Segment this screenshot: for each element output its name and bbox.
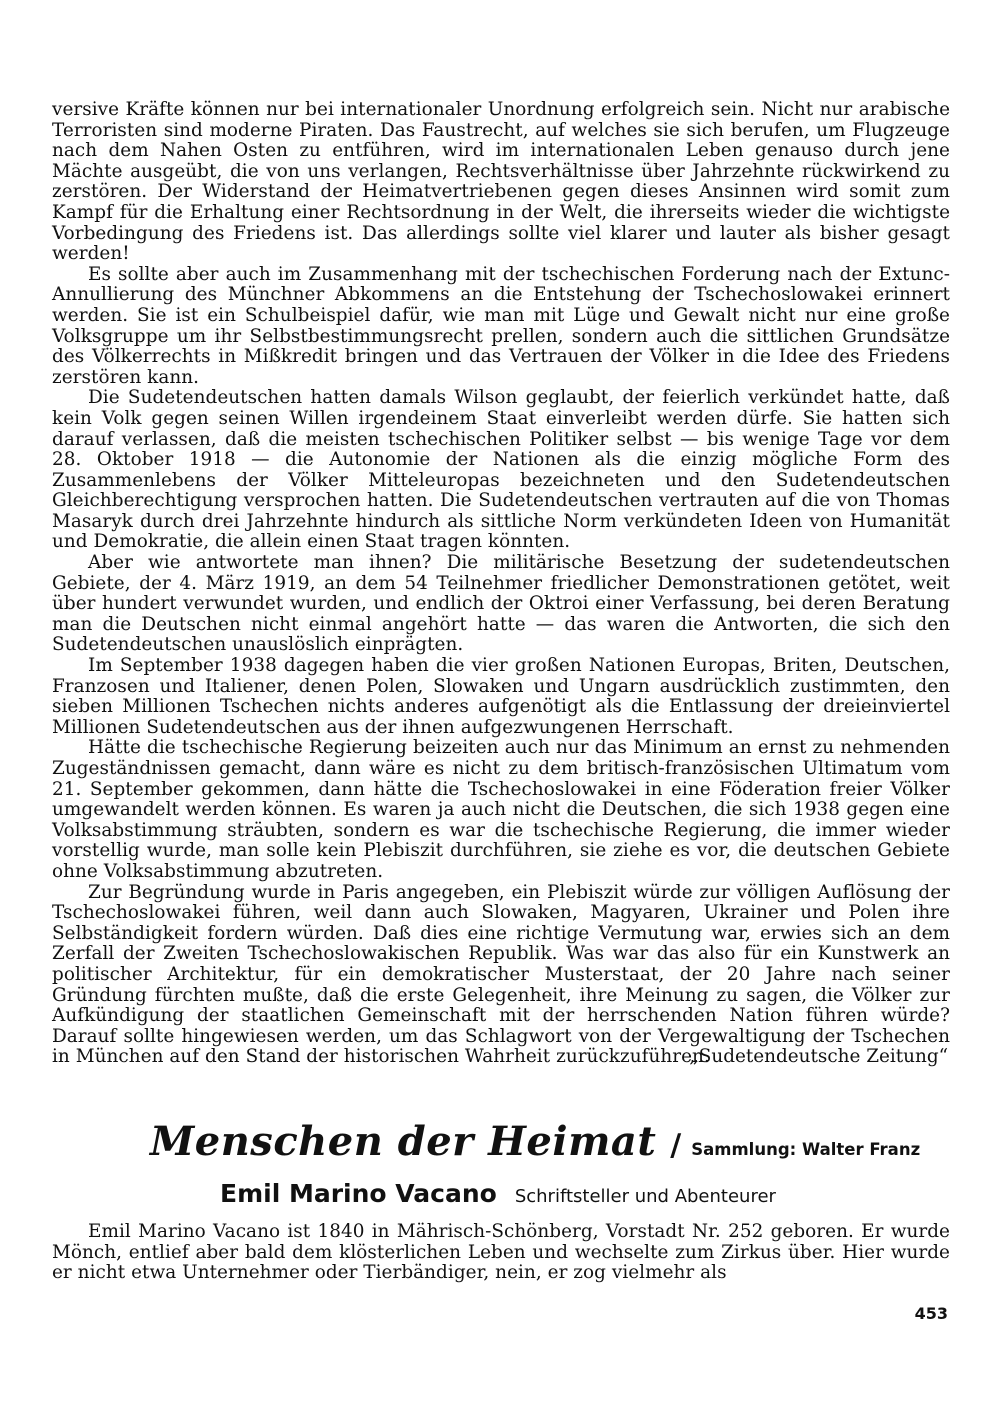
article-body (52, 1222, 950, 1284)
section-title: Menschen der Heimat (150, 1118, 657, 1165)
body-paragraph: versive Kräfte können nur bei internationaler Unordnung erfolgreich sein. Nicht nur arabische Terroristen sind moderne Piraten. Das Faustrecht, auf welches sie sich berufen, um Flugzeuge nach dem Nahen Osten zu entführen, wird im internationalen Leben genauso durch jene Mächte ausgeübt, die von uns verlangen, Rechtsverhältnisse über Jahrzehnte rückwirkend zu zerstören. Der Widerstand der Heimatvertriebenen gegen dieses Ansinnen wird somit zum Kampf für die Erhaltung einer Rechtsordnung in der Welt, die ihrerseits wieder die wichtigste Vorbedingung des Friedens ist. Das allerdings sollte viel klarer und lauter als bisher gesagt werden! (52, 99, 950, 265)
source-credit: „Sudetendeutsche Zeitung“ (689, 1046, 948, 1068)
body-paragraph: Die Sudetendeutschen hatten damals Wilson geglaubt, der feierlich verkündet hatte, daß kein Volk gegen seinen Willen irgendeinem Staat einverleibt werden dürfe. Sie hatten sich darauf verlassen, daß die meisten tschechischen Politiker selbst — bis wenige Tage vor dem 28. Oktober 1918 — die Autonomie der Nationen als die einzig mögliche Form des Zusammenlebens der Völker Mitteleuropas bezeichneten und den Sudetendeutschen Gleichberechtigung versprochen hatten. Die Sudetendeutschen vertrauten auf die von Thomas Masaryk durch drei Jahrzehnte hindurch als sittliche Norm verkündeten Ideen von Humanität und Demokratie, die allein einen Staat tragen könnten. (52, 387, 950, 553)
series-credit: Sammlung: Walter Franz (691, 1140, 921, 1159)
article-person-name: Emil Marino Vacano (220, 1179, 497, 1208)
heading-separator: / (670, 1128, 682, 1163)
body-paragraph: Hätte die tschechische Regierung beizeiten auch nur das Minimum an ernst zu nehmenden Zugeständnissen gemacht, dann wäre es nicht zu dem britisch-französischen Ultimatum vom 21. September gekommen, dann hätte die Tschechoslowakei in eine Föderation freier Völker umgewandelt werden können. Es waren ja auch nicht die Deutschen, die sich 1938 gegen eine Volksabstimmung sträubten, sondern es war die tschechische Regierung, die immer wieder vorstellig wurde, man solle kein Plebiszit durchführen, sie ziehe es vor, die deutschen Gebiete ohne Volksabstimmung abzutreten. (52, 737, 950, 882)
page-number: 453 (914, 1304, 948, 1323)
section-heading (150, 1118, 930, 1165)
body-paragraph: Es sollte aber auch im Zusammenhang mit der tschechischen Forderung nach der Extunc-Annullierung des Münchner Abkommens an die Entstehung der Tschechoslowakei erinnert werden. Sie ist ein Schulbeispiel dafür, wie man mit Lüge und Gewalt nicht nur eine große Volksgruppe um ihr Selbstbestimmungsrecht prellen, sondern auch die sittlichen Grundsätze des Völkerrechts in Mißkredit bringen und das Vertrauen der Völker in die Idee des Friedens zerstören kann. (52, 263, 950, 388)
article-subheading (220, 1179, 920, 1208)
body-paragraph: Zur Begründung wurde in Paris angegeben, ein Plebiszit würde zur völligen Auflösung der Tschechoslowakei führen, weil dann auch Slowaken, Magyaren, Ukrainer und Polen ihre Selbständigkeit fordern würden. Daß dies eine richtige Vermutung war, erwies sich an dem Zerfall der Zweiten Tschechoslowakischen Republik. Was war das also für ein Kunstwerk an politischer Architektur, für ein demokratischer Musterstaat, der 20 Jahre nach seiner Gründung fürchten mußte, daß die erste Gelegenheit, ihre Meinung zu sagen, die Völker zur Aufkündigung der staatlichen Gemeinschaft mit der herrschenden Nation führen würde? Darauf sollte hingewiesen werden, um das Schlagwort von der Vergewaltigung der Tschechen in München auf den Stand der historischen Wahrheit zurückzuführen. (52, 881, 950, 1068)
body-paragraph: Aber wie antwortete man ihnen? Die militärische Besetzung der sudetendeutschen Gebiete, der 4. März 1919, an dem 54 Teilnehmer friedlicher Demonstrationen getötet, weit über hundert verwundet wurden, und endlich der Oktroi einer Verfassung, bei deren Beratung man die Deutschen nicht einmal angehört hatte — das waren die Antworten, die sich den Sudetendeutschen unauslöslich einprägten. (52, 552, 950, 656)
article-paragraph: Emil Marino Vacano ist 1840 in Mährisch-Schönberg, Vorstadt Nr. 252 geboren. Er wurde Mönch, entlief aber bald dem klösterlichen Leben und wechselte zum Zirkus über. Hier wurde er nicht etwa Unternehmer oder Tierbändiger, nein, er zog vielmehr als (52, 1221, 950, 1284)
article-person-role: Schriftsteller und Abenteurer (514, 1186, 776, 1207)
main-text-column (52, 100, 950, 1068)
body-paragraph: Im September 1938 dagegen haben die vier großen Nationen Europas, Briten, Deutschen, Franzosen und Italiener, denen Polen, Slowaken und Ungarn ausdrücklich zustimmten, den sieben Millionen Tschechen nichts anderes aufgenötigt als die Entlassung der dreieinviertel Millionen Sudetendeutschen aus der ihnen aufgezwungenen Herrschaft. (52, 655, 950, 738)
